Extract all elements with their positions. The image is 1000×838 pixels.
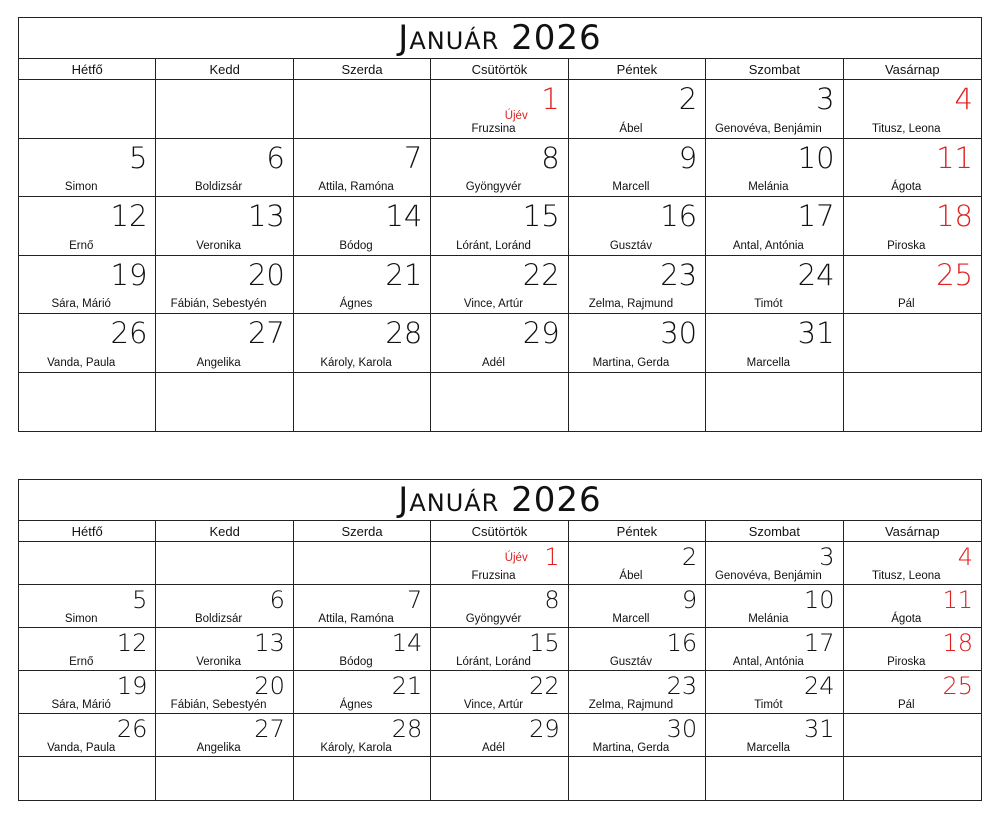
name-day-label: Simon [64, 181, 98, 193]
name-day-label: Vanda, Paula [47, 356, 116, 369]
day-number: 26 [116, 715, 148, 743]
name-day-label: Boldizsár [194, 181, 243, 193]
name-day-label: Timót [754, 699, 783, 711]
day-cell [431, 256, 568, 315]
name-day-label: Fruzsina [471, 570, 516, 582]
holiday-label: Újév [504, 110, 528, 122]
name-day-label: Fábián, Sebestyén [170, 699, 267, 711]
day-cell [569, 585, 706, 628]
empty-cell [294, 80, 431, 139]
day-cell [844, 197, 981, 256]
day-number: 23 [660, 257, 698, 292]
name-day-label: Titusz, Leona [871, 570, 941, 582]
empty-cell [431, 757, 568, 800]
day-number: 21 [391, 672, 423, 700]
day-number: 10 [797, 140, 835, 175]
day-cell [569, 256, 706, 315]
name-day-label: Angelika [196, 742, 241, 754]
empty-cell [156, 373, 293, 432]
day-cell [569, 314, 706, 373]
day-number: 14 [385, 199, 423, 233]
weekday-label: Szombat [706, 59, 843, 79]
day-number: 5 [128, 140, 148, 175]
day-cell [706, 671, 843, 714]
weekday-label: Vasárnap [884, 61, 940, 77]
name-day-label: Ábel [619, 570, 643, 582]
weekday-label: Vasárnap [884, 523, 940, 539]
day-number: 28 [391, 715, 423, 743]
name-day-label: Pál [897, 298, 915, 310]
day-number: 27 [247, 316, 285, 350]
day-cell [431, 139, 568, 198]
weekday-label: Péntek [569, 59, 706, 79]
day-number: 17 [804, 629, 835, 657]
day-cell [294, 197, 431, 256]
day-cell [569, 628, 706, 671]
day-number: 3 [819, 543, 835, 571]
empty-cell [844, 714, 981, 757]
day-number: 6 [266, 140, 285, 175]
day-cell [706, 139, 843, 198]
name-day-label: Ágota [891, 181, 922, 193]
day-number: 5 [132, 586, 148, 614]
day-cell [569, 139, 706, 198]
day-cell [431, 628, 568, 671]
day-grid [19, 542, 981, 800]
empty-cell [19, 373, 156, 432]
name-day-label: Genovéva, Benjámin [714, 122, 822, 135]
name-day-label: Vince, Artúr [463, 298, 524, 310]
day-cell [294, 671, 431, 714]
day-number: 31 [797, 316, 835, 350]
day-cell [431, 671, 568, 714]
empty-cell [156, 80, 293, 139]
name-day-label: Zelma, Rajmund [588, 298, 674, 310]
day-cell [156, 139, 293, 198]
name-day-label: Titusz, Leona [871, 122, 941, 135]
day-number: 24 [804, 672, 835, 700]
day-cell [19, 585, 156, 628]
weekday-label: Csütörtök [431, 59, 568, 79]
day-number: 25 [936, 257, 973, 292]
calendar-compact [18, 479, 982, 801]
weekday-header [19, 59, 981, 80]
day-number: 15 [529, 629, 560, 657]
empty-cell [569, 757, 706, 800]
day-number: 6 [269, 586, 285, 614]
day-number: 15 [522, 199, 560, 233]
name-day-label: Sára, Márió [51, 699, 111, 711]
name-day-label: Ágnes [339, 699, 373, 711]
day-number: 9 [678, 140, 698, 175]
day-number: 4 [954, 82, 973, 116]
day-cell [706, 314, 843, 373]
calendar-large [18, 17, 982, 432]
day-cell [431, 80, 568, 139]
day-number: 13 [247, 199, 285, 233]
day-cell [156, 714, 293, 757]
day-cell [294, 256, 431, 315]
name-day-label: Genovéva, Benjámin [714, 570, 822, 582]
name-day-label: Melánia [748, 181, 789, 193]
name-day-label: Gusztáv [609, 239, 653, 252]
day-cell [431, 714, 568, 757]
empty-cell [294, 757, 431, 800]
name-day-label: Marcella [746, 742, 791, 754]
empty-cell [19, 80, 156, 139]
name-day-label: Angelika [196, 356, 241, 369]
name-day-label: Károly, Karola [320, 742, 392, 754]
day-number: 2 [681, 543, 698, 571]
weekday-label: Kedd [156, 521, 293, 541]
name-day-label: Bódog [339, 656, 373, 668]
day-number: 17 [797, 199, 835, 233]
day-cell [294, 314, 431, 373]
empty-cell [431, 373, 568, 432]
weekday-label: Szombat [706, 521, 843, 541]
weekday-header [19, 521, 981, 542]
name-day-label: Simon [64, 613, 98, 625]
name-day-label: Zelma, Rajmund [588, 699, 674, 711]
day-cell [706, 197, 843, 256]
day-number: 7 [407, 586, 423, 614]
name-day-label: Marcell [612, 613, 650, 625]
day-number: 25 [942, 672, 973, 700]
day-number: 7 [403, 140, 423, 175]
calendar-title: Január 2026 [19, 480, 981, 521]
day-number: 10 [804, 586, 835, 614]
day-number: 21 [385, 257, 423, 292]
name-day-label: Fruzsina [471, 122, 516, 135]
day-cell [156, 314, 293, 373]
name-day-label: Antal, Antónia [732, 656, 804, 668]
day-number: 31 [804, 715, 835, 743]
empty-cell [156, 542, 293, 585]
day-number: 20 [247, 257, 285, 292]
day-cell [156, 256, 293, 315]
name-day-label: Gusztáv [609, 656, 653, 668]
day-cell [844, 80, 981, 139]
empty-cell [294, 542, 431, 585]
day-number: 11 [936, 140, 973, 175]
name-day-label: Adél [481, 356, 505, 369]
day-number: 18 [942, 629, 973, 657]
day-number: 24 [797, 257, 835, 292]
day-number: 23 [666, 672, 698, 700]
day-cell [294, 628, 431, 671]
name-day-label: Fábián, Sebestyén [170, 298, 267, 310]
day-cell [156, 628, 293, 671]
weekday-label: Hétfő [19, 59, 156, 79]
empty-cell [294, 373, 431, 432]
name-day-label: Gyöngyvér [465, 181, 522, 193]
name-day-label: Veronika [196, 239, 242, 252]
day-cell [431, 585, 568, 628]
day-cell [156, 671, 293, 714]
day-number: 12 [116, 629, 148, 657]
name-day-label: Ágota [891, 613, 922, 625]
day-number: 11 [942, 586, 973, 614]
day-cell [569, 714, 706, 757]
empty-cell [19, 757, 156, 800]
day-cell [844, 256, 981, 315]
day-number: 20 [254, 672, 285, 700]
day-cell [706, 542, 843, 585]
day-number: 1 [544, 543, 560, 571]
name-day-label: Ágnes [339, 298, 373, 310]
empty-cell [19, 542, 156, 585]
day-number: 13 [254, 629, 285, 657]
day-number: 3 [816, 82, 835, 116]
day-cell [706, 585, 843, 628]
day-number: 14 [391, 629, 423, 657]
day-cell [156, 585, 293, 628]
day-number: 30 [660, 316, 698, 350]
day-cell [431, 542, 568, 585]
weekday-label: Péntek [569, 521, 706, 541]
day-cell [706, 80, 843, 139]
name-day-label: Attila, Ramóna [318, 181, 394, 193]
day-cell [19, 256, 156, 315]
name-day-label: Attila, Ramóna [318, 613, 394, 625]
day-cell [569, 671, 706, 714]
day-cell [19, 314, 156, 373]
empty-cell [844, 373, 981, 432]
day-number: 1 [541, 82, 560, 116]
day-cell [569, 542, 706, 585]
name-day-label: Bódog [339, 239, 373, 252]
empty-cell [156, 757, 293, 800]
empty-cell [844, 757, 981, 800]
empty-cell [569, 373, 706, 432]
day-number: 26 [110, 316, 148, 350]
name-day-label: Vince, Artúr [463, 699, 524, 711]
name-day-label: Vanda, Paula [47, 742, 116, 754]
day-number: 28 [385, 316, 423, 350]
day-cell [706, 628, 843, 671]
day-number: 19 [110, 257, 148, 292]
day-number: 29 [529, 715, 560, 743]
weekday-label: Szerda [294, 521, 431, 541]
name-day-label: Timót [754, 298, 783, 310]
day-cell [844, 671, 981, 714]
weekday-label: Hétfő [19, 521, 156, 541]
day-cell [844, 585, 981, 628]
weekday-label: Szerda [294, 59, 431, 79]
day-number: 8 [541, 140, 560, 175]
day-number: 27 [254, 715, 285, 743]
weekday-label: Kedd [156, 59, 293, 79]
day-cell [431, 197, 568, 256]
name-day-label: Boldizsár [194, 613, 243, 625]
day-cell [706, 256, 843, 315]
name-day-label: Antal, Antónia [732, 239, 804, 252]
day-number: 29 [522, 316, 560, 350]
day-cell [19, 139, 156, 198]
holiday-label: Újév [504, 552, 528, 564]
empty-cell [706, 757, 843, 800]
name-day-label: Piroska [887, 239, 926, 252]
day-cell [294, 139, 431, 198]
day-cell [569, 197, 706, 256]
day-number: 22 [522, 257, 560, 292]
name-day-label: Ernő [69, 239, 94, 252]
name-day-label: Veronika [196, 656, 242, 668]
name-day-label: Marcella [746, 356, 791, 369]
name-day-label: Marcell [612, 181, 650, 193]
empty-cell [844, 314, 981, 373]
day-number: 30 [666, 715, 698, 743]
name-day-label: Pál [897, 699, 915, 711]
day-cell [19, 671, 156, 714]
name-day-label: Martina, Gerda [592, 742, 670, 754]
day-cell [19, 197, 156, 256]
day-cell [19, 628, 156, 671]
name-day-label: Adél [481, 742, 505, 754]
name-day-label: Martina, Gerda [592, 356, 670, 369]
day-number: 18 [936, 199, 973, 233]
day-number: 4 [957, 543, 973, 571]
day-number: 16 [666, 629, 698, 657]
name-day-label: Károly, Karola [320, 356, 392, 369]
name-day-label: Lóránt, Loránd [456, 239, 531, 252]
name-day-label: Lóránt, Loránd [456, 656, 531, 668]
day-cell [294, 714, 431, 757]
calendar-title: Január 2026 [19, 18, 981, 59]
day-cell [19, 714, 156, 757]
day-number: 8 [544, 586, 560, 614]
day-grid [19, 80, 981, 431]
empty-cell [706, 373, 843, 432]
name-day-label: Melánia [748, 613, 789, 625]
day-number: 22 [529, 672, 560, 700]
weekday-label: Csütörtök [431, 521, 568, 541]
day-cell [706, 714, 843, 757]
name-day-label: Ernő [69, 656, 94, 668]
day-number: 16 [660, 199, 698, 233]
day-number: 12 [110, 199, 148, 233]
day-number: 19 [116, 672, 148, 700]
day-cell [844, 628, 981, 671]
name-day-label: Sára, Márió [51, 298, 111, 310]
day-cell [569, 80, 706, 139]
day-cell [431, 314, 568, 373]
name-day-label: Gyöngyvér [465, 613, 522, 625]
name-day-label: Ábel [619, 122, 643, 135]
day-number: 2 [678, 82, 698, 116]
name-day-label: Piroska [887, 656, 926, 668]
day-cell [156, 197, 293, 256]
day-number: 9 [681, 586, 698, 614]
day-cell [844, 542, 981, 585]
day-cell [844, 139, 981, 198]
day-cell [294, 585, 431, 628]
